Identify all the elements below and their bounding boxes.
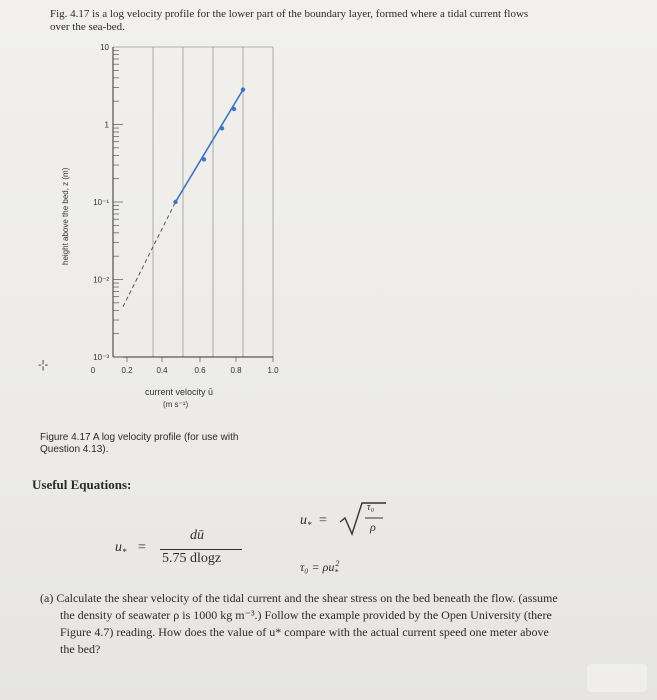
data-point-4 xyxy=(232,107,236,111)
question-a xyxy=(40,590,640,658)
equals-sign-1: = xyxy=(319,513,327,528)
question-line-1: (a) Calculate the shear velocity of the tidal current and the shear stress on the bed beneath the flow. (assume xyxy=(40,591,558,605)
question-line-4: the bed? xyxy=(60,642,101,656)
shear-velocity-symbol xyxy=(300,513,327,530)
x-axis-label: current velocity ū xyxy=(145,387,214,397)
y-tick-label-4: 10 xyxy=(100,43,109,52)
fitted-profile-line xyxy=(176,90,244,202)
watermark-overlay xyxy=(587,664,647,692)
y-tick-label-3: 1 xyxy=(104,120,109,130)
x-axis-units: (m s⁻¹) xyxy=(163,400,189,409)
question-line-2: the density of seawater ρ is 1000 kg m⁻³.) Follow the example provided by the Open University (there xyxy=(60,608,552,622)
u-star-subscript: * xyxy=(307,519,312,530)
data-point-3 xyxy=(220,126,224,130)
x-tick-label-2: 0.4 xyxy=(156,366,168,375)
question-line-3: Figure 4.7) reading. How does the value of u* compare with the actual current speed one meter above xyxy=(60,625,549,639)
u-star-lhs-symbol: u xyxy=(115,540,122,555)
x-tick-label-0: 0 xyxy=(90,366,96,375)
y-tick-label-2: 10⁻¹ xyxy=(93,198,109,207)
dashed-extrapolation-line xyxy=(123,202,176,307)
shear-stress-subscript: * xyxy=(334,567,339,577)
shear-stress-text: τ₀ = ρu xyxy=(300,560,335,574)
data-point-2 xyxy=(202,157,206,161)
rho-denominator: ρ xyxy=(370,520,376,534)
x-tick-label-4: 0.8 xyxy=(230,366,242,375)
intro-line-1: Fig. 4.17 is a log velocity profile for the lower part of the boundary layer, formed where a tidal current flows xyxy=(50,8,529,20)
y-tick-label-1: 10⁻² xyxy=(93,275,109,285)
fraction-denominator: 5.75 dlogz xyxy=(162,551,222,566)
tau0-numerator: τ₀ xyxy=(367,502,375,513)
u-star-symbol: u xyxy=(300,513,307,528)
shear-stress-superscript: 2 xyxy=(335,559,340,568)
equals-sign-2: = xyxy=(138,540,146,555)
y-tick-label-0: 10⁻³ xyxy=(93,353,109,362)
useful-equations-heading: Useful Equations: xyxy=(32,477,132,492)
crosshair-marker: -¦- xyxy=(38,359,49,371)
x-tick-label-5: 1.0 xyxy=(267,366,279,375)
data-point-1 xyxy=(173,200,177,204)
shear-stress-equation xyxy=(300,559,339,576)
caption-line-2: Question 4.13). xyxy=(40,444,109,455)
x-tick-label-1: 0.2 xyxy=(121,366,133,375)
x-tick-label-3: 0.6 xyxy=(194,366,206,375)
u-star-lhs-subscript: * xyxy=(122,546,127,557)
caption-line-1: Figure 4.17 A log velocity profile (for use with xyxy=(40,432,239,443)
u-star-lhs xyxy=(115,540,146,557)
data-point-5 xyxy=(241,87,245,91)
fraction-bar xyxy=(160,549,242,550)
intro-line-2: over the sea-bed. xyxy=(50,21,125,33)
figure-caption xyxy=(40,432,280,456)
y-axis-label: height above the bed, z (m) xyxy=(61,167,70,265)
square-root-sign xyxy=(338,500,388,536)
fraction-numerator: dū xyxy=(190,528,204,543)
